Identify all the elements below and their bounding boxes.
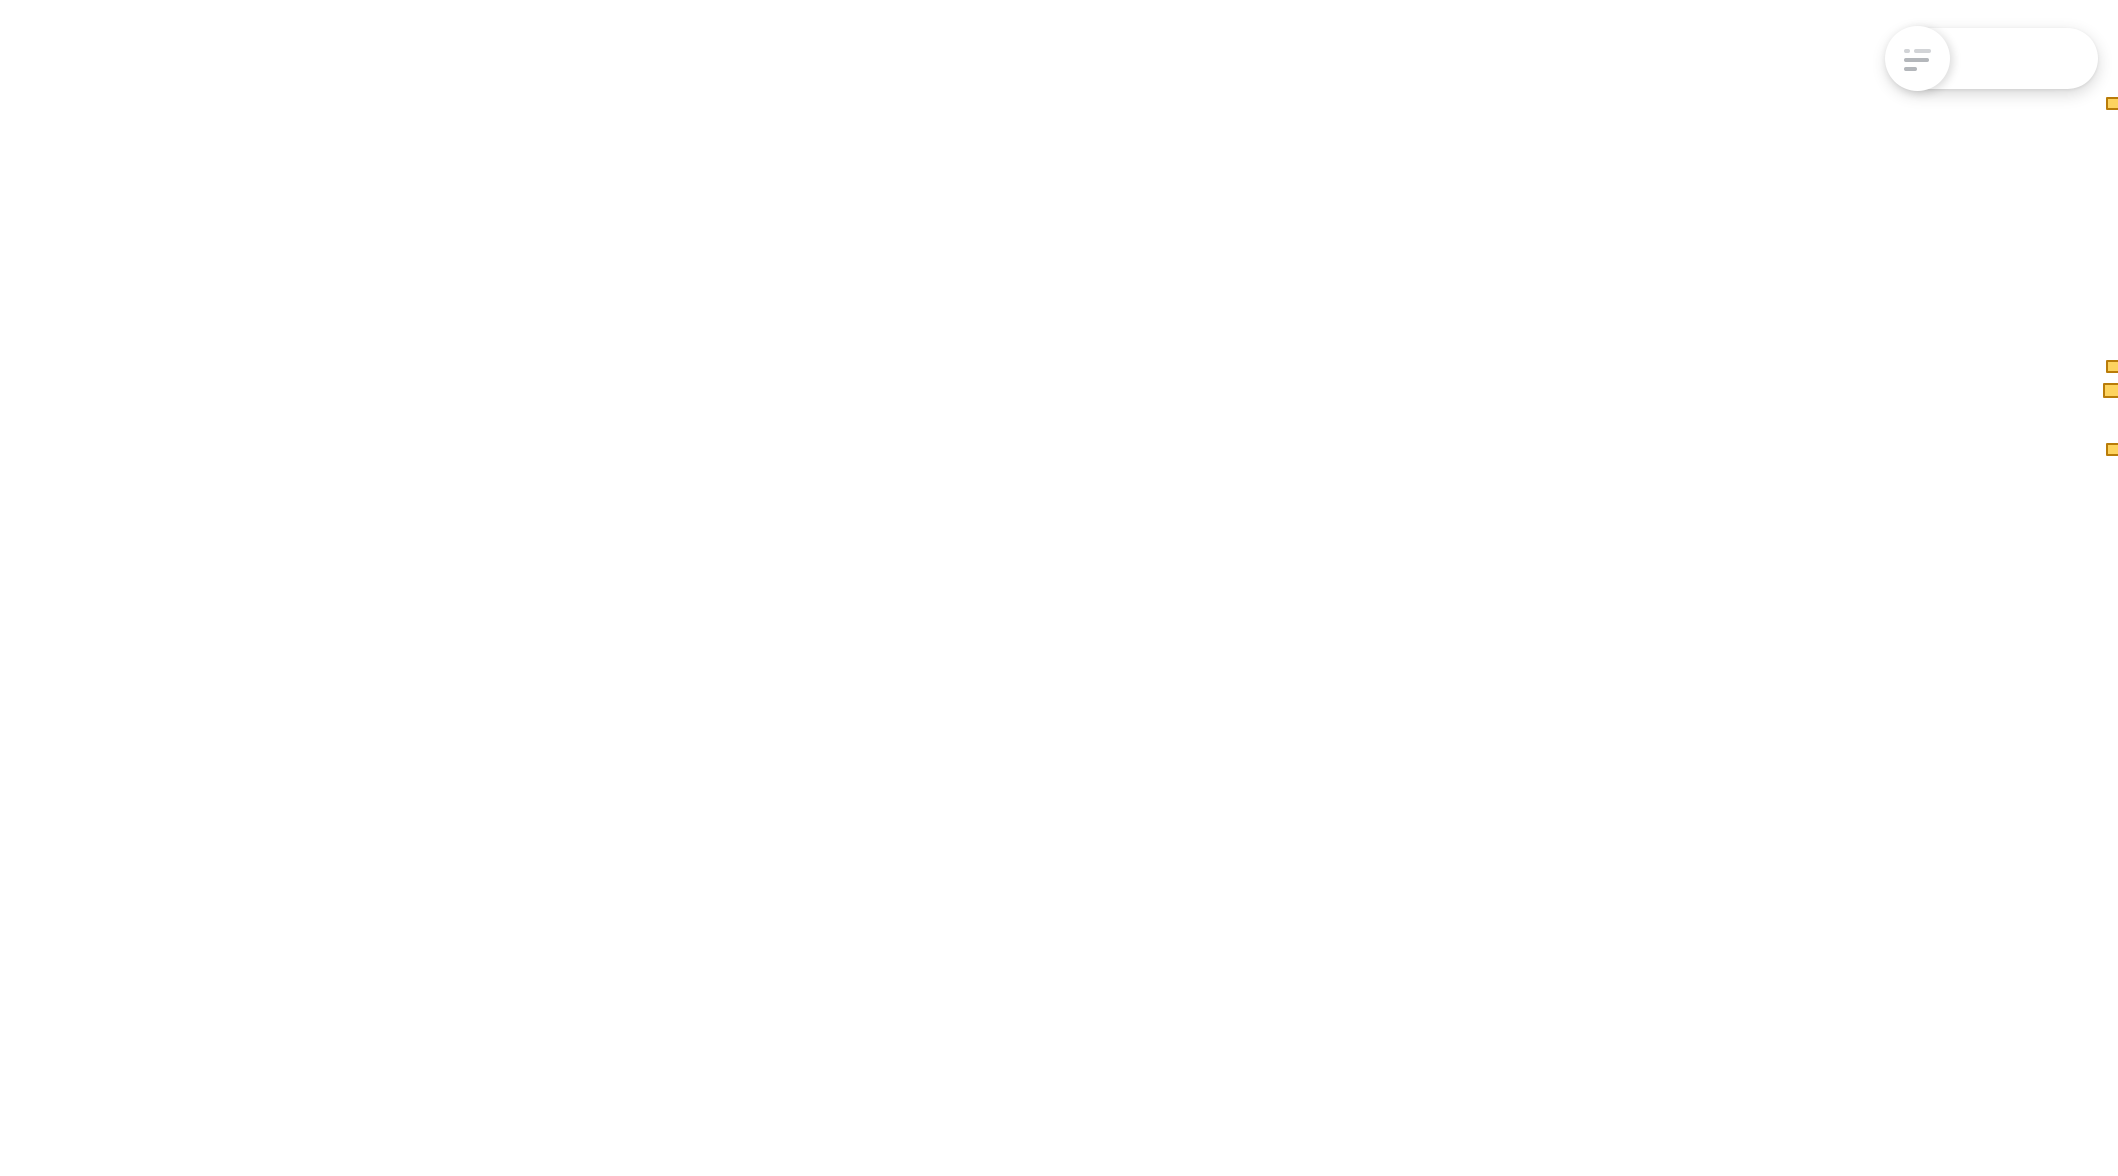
annotation-mark[interactable] [2106, 443, 2118, 456]
annotate-icon [1885, 26, 1950, 91]
annotate-button[interactable] [1887, 28, 2098, 89]
annotation-mark[interactable] [2106, 360, 2118, 373]
annotation-mark[interactable] [2103, 383, 2118, 398]
annotation-mark[interactable] [2106, 97, 2118, 110]
